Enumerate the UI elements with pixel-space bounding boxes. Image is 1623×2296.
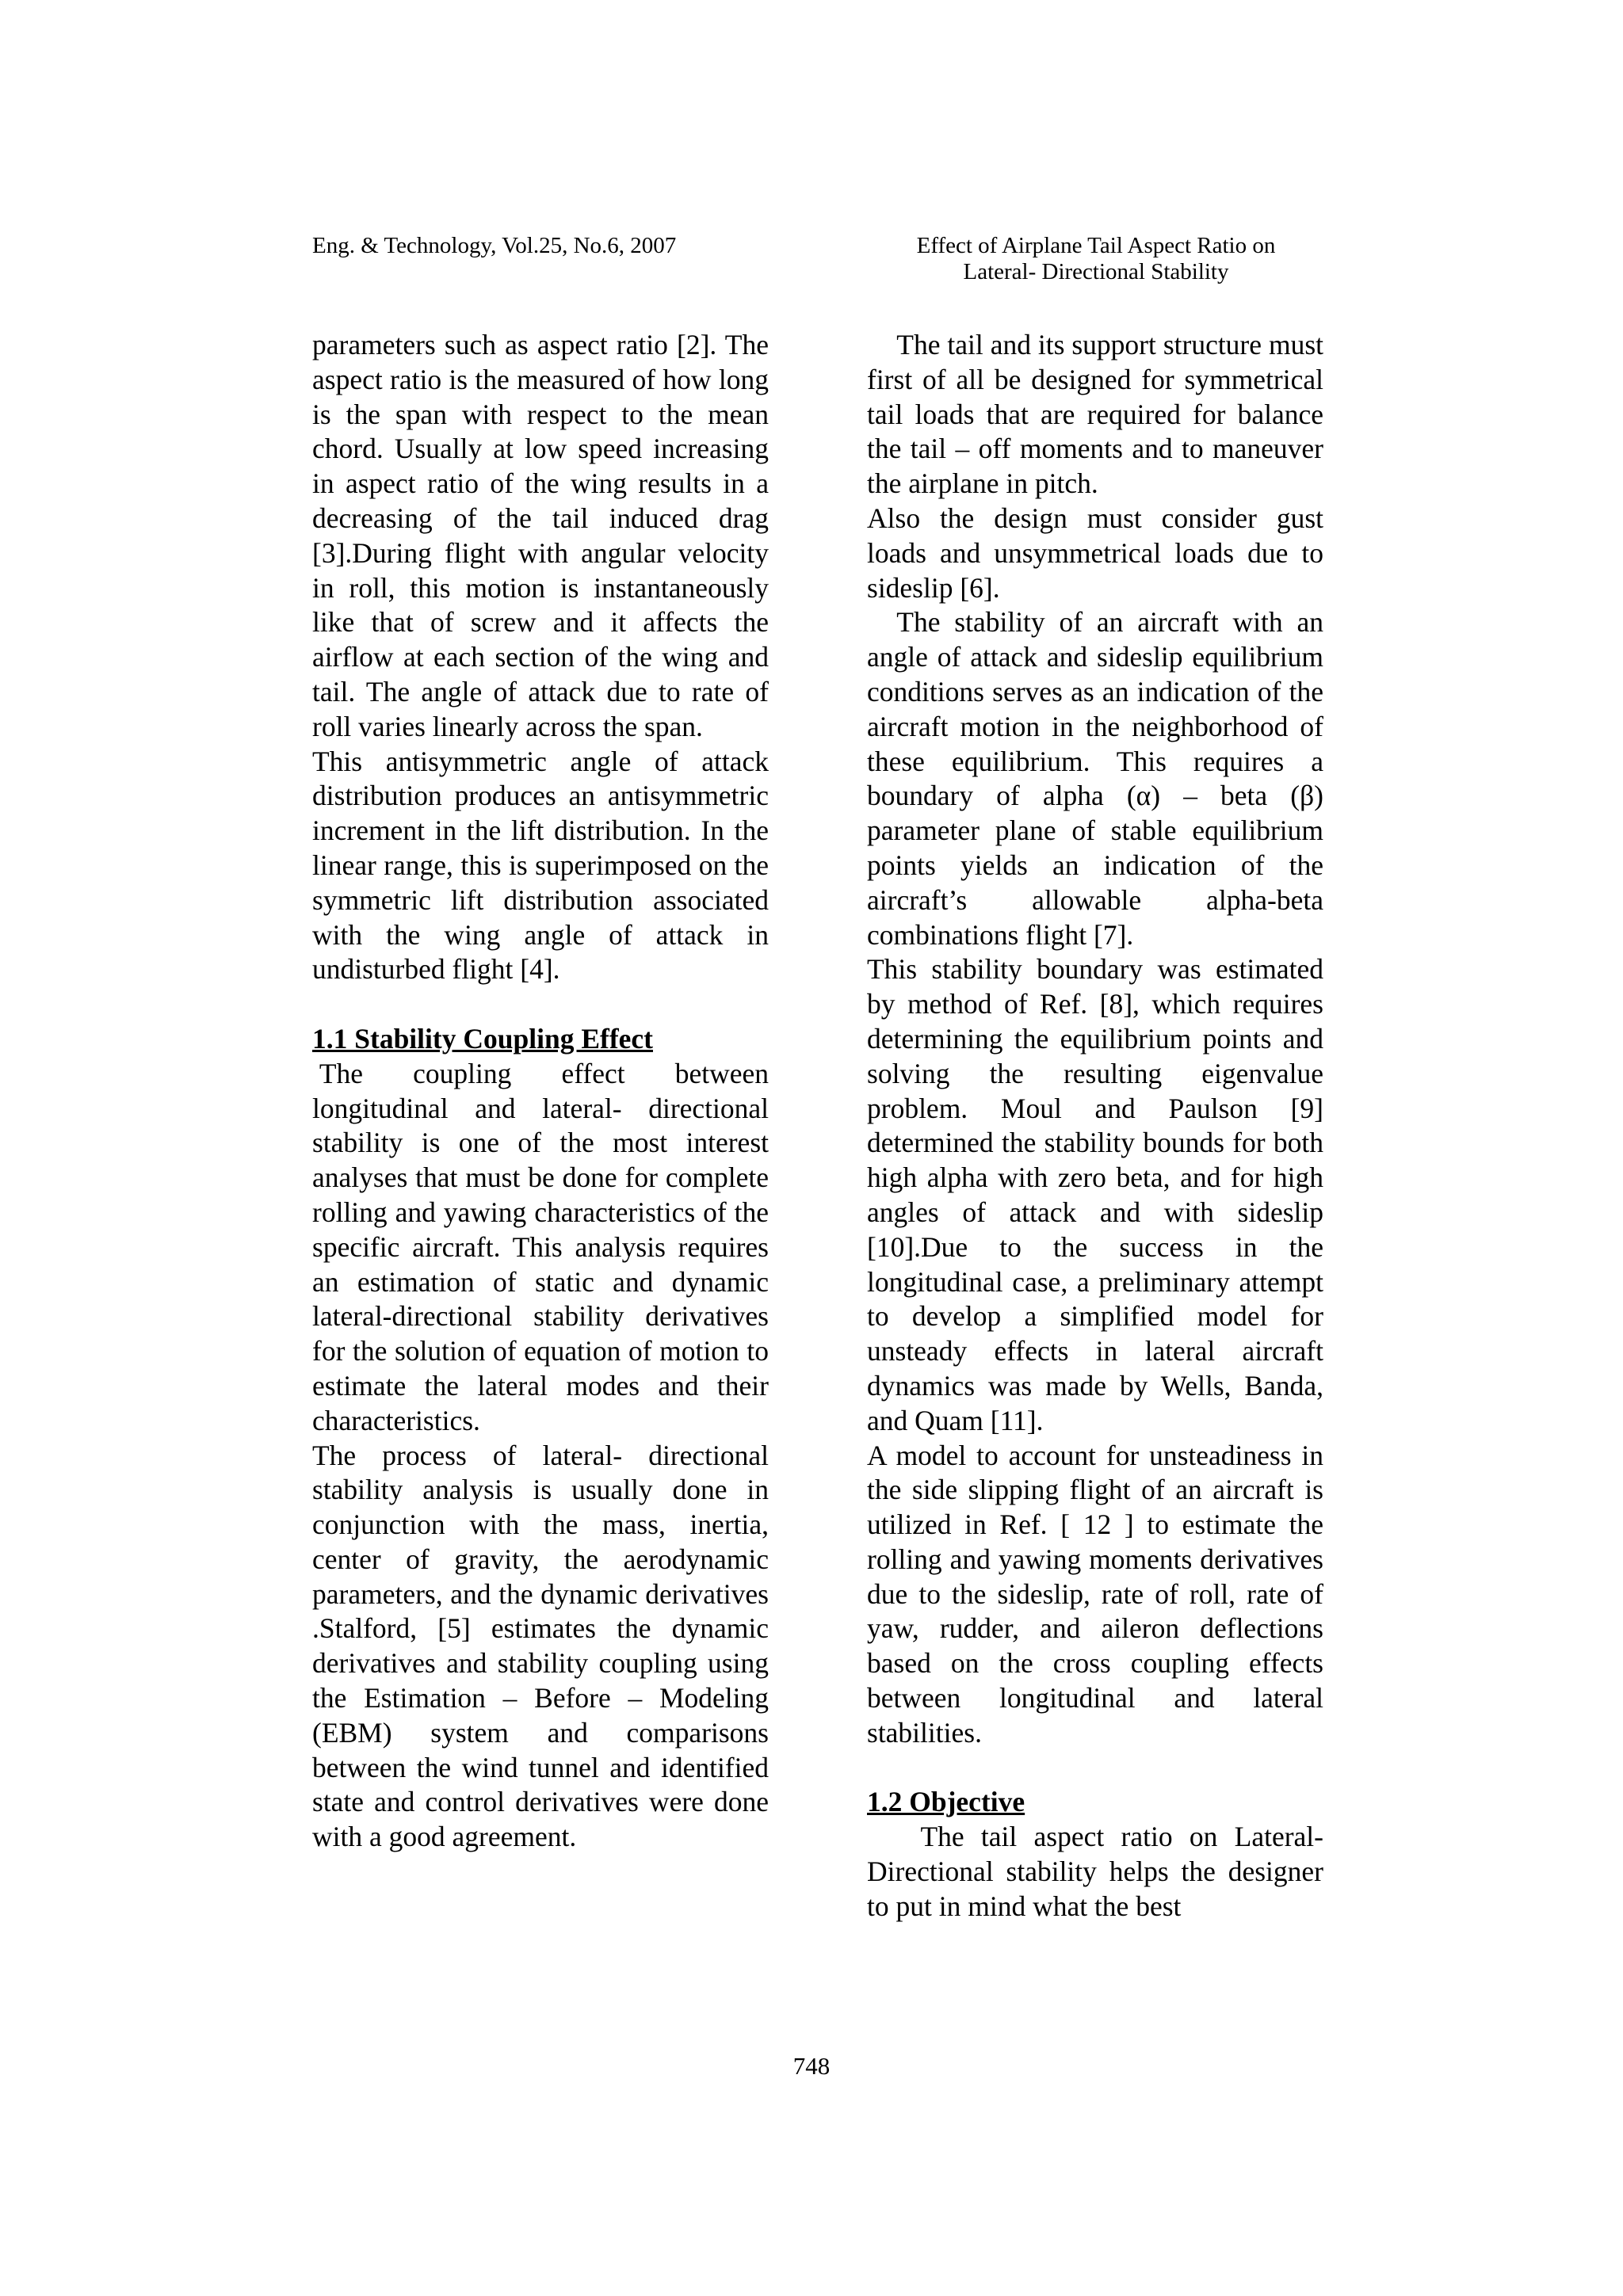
- running-header-title: [869, 233, 1323, 285]
- paragraph: A model to account for unsteadiness in the side slipping flight of an aircraft is utilized in Ref. [ 12 ] to estimate the rolling and yawing moments derivatives due to the sideslip, rate of roll, rate of yaw, rudder, and aileron deflections based on the cross coupling effects between longitudinal and lateral stabilities.: [867, 1439, 1323, 1749]
- spacer: [312, 987, 769, 1022]
- paragraph: This antisymmetric angle of attack distribution produces an antisymmetric increment in the lift distribution. In the linear range, this is superimposed on the symmetric lift distribution associated with the wing angle of attack in undisturbed flight [4].: [312, 745, 769, 986]
- paragraph: The process of lateral- directional stability analysis is usually done in conjunction with the mass, inertia, center of gravity, the aerodynamic parameters, and the dynamic derivatives .Stalford, [5] estimates the dynamic derivatives and stability coupling using the Estimation – Before – Modeling (EBM) system and comparisons between the wind tunnel and identified state and control derivatives were done with a good agreement.: [312, 1439, 769, 1853]
- running-header-title-line2: Lateral- Directional Stability: [963, 259, 1229, 284]
- section-heading-1-1: 1.1 Stability Coupling Effect: [312, 1022, 653, 1055]
- paragraph: parameters such as aspect ratio [2]. The aspect ratio is the measured of how long is the span with respect to the mean chord. Usually at low speed increasing in aspect ratio of the wing results in a decreasing of the tail induced drag [3].During flight with angular velocity in roll, this motion is instantaneously like that of screw and it affects the airflow at each section of the wing and tail. The angle of attack due to rate of roll varies linearly across the span.: [312, 329, 769, 742]
- right-column: [867, 328, 1323, 1924]
- paragraph: The coupling effect between longitudinal and lateral- directional stability is one of the most interest analyses that must be done for complete rolling and yawing characteristics of the specific aircraft. This analysis requires an estimation of static and dynamic lateral-directional stability derivatives for the solution of equation of motion to estimate the lateral modes and their characteristics.: [312, 1057, 769, 1436]
- paragraph: The tail and its support structure must first of all be designed for symmetrical tail loads that are required for balance the tail – off moments and to maneuver the airplane in pitch.: [867, 329, 1323, 500]
- paragraph: The tail aspect ratio on Lateral-Directional stability helps the designer to put in mind what the best: [867, 1821, 1323, 1922]
- page-number: 748: [792, 2052, 831, 2080]
- paragraph: This stability boundary was estimated by method of Ref. [8], which requires determining the equilibrium points and solving the resulting eigenvalue problem. Moul and Paulson [9] determined the stability bounds for both high alpha with zero beta, and for high angles of attack and with sideslip [10].Due to the success in the longitudinal case, a preliminary attempt to develop a simplified model for unsteady effects in lateral aircraft dynamics was made by Wells, Banda, and Quam [11].: [867, 953, 1323, 1436]
- running-header-title-line1: Effect of Airplane Tail Aspect Ratio on: [916, 233, 1276, 258]
- running-header-journal: Eng. & Technology, Vol.25, No.6, 2007: [312, 233, 677, 258]
- left-column: [312, 328, 769, 1855]
- section-heading-1-2: 1.2 Objective: [867, 1786, 1025, 1818]
- spacer: [867, 1751, 1323, 1786]
- paragraph: Also the design must consider gust loads and unsymmetrical loads due to sideslip [6].: [867, 502, 1323, 604]
- paragraph: The stability of an aircraft with an angle of attack and sideslip equilibrium conditions serves as an indication of the aircraft motion in the neighborhood of these equilibrium. This requires a boundary of alpha (α) – beta (β) parameter plane of stable equilibrium points yields an indication of the aircraft’s allowable alpha-beta combinations flight [7].: [867, 606, 1323, 951]
